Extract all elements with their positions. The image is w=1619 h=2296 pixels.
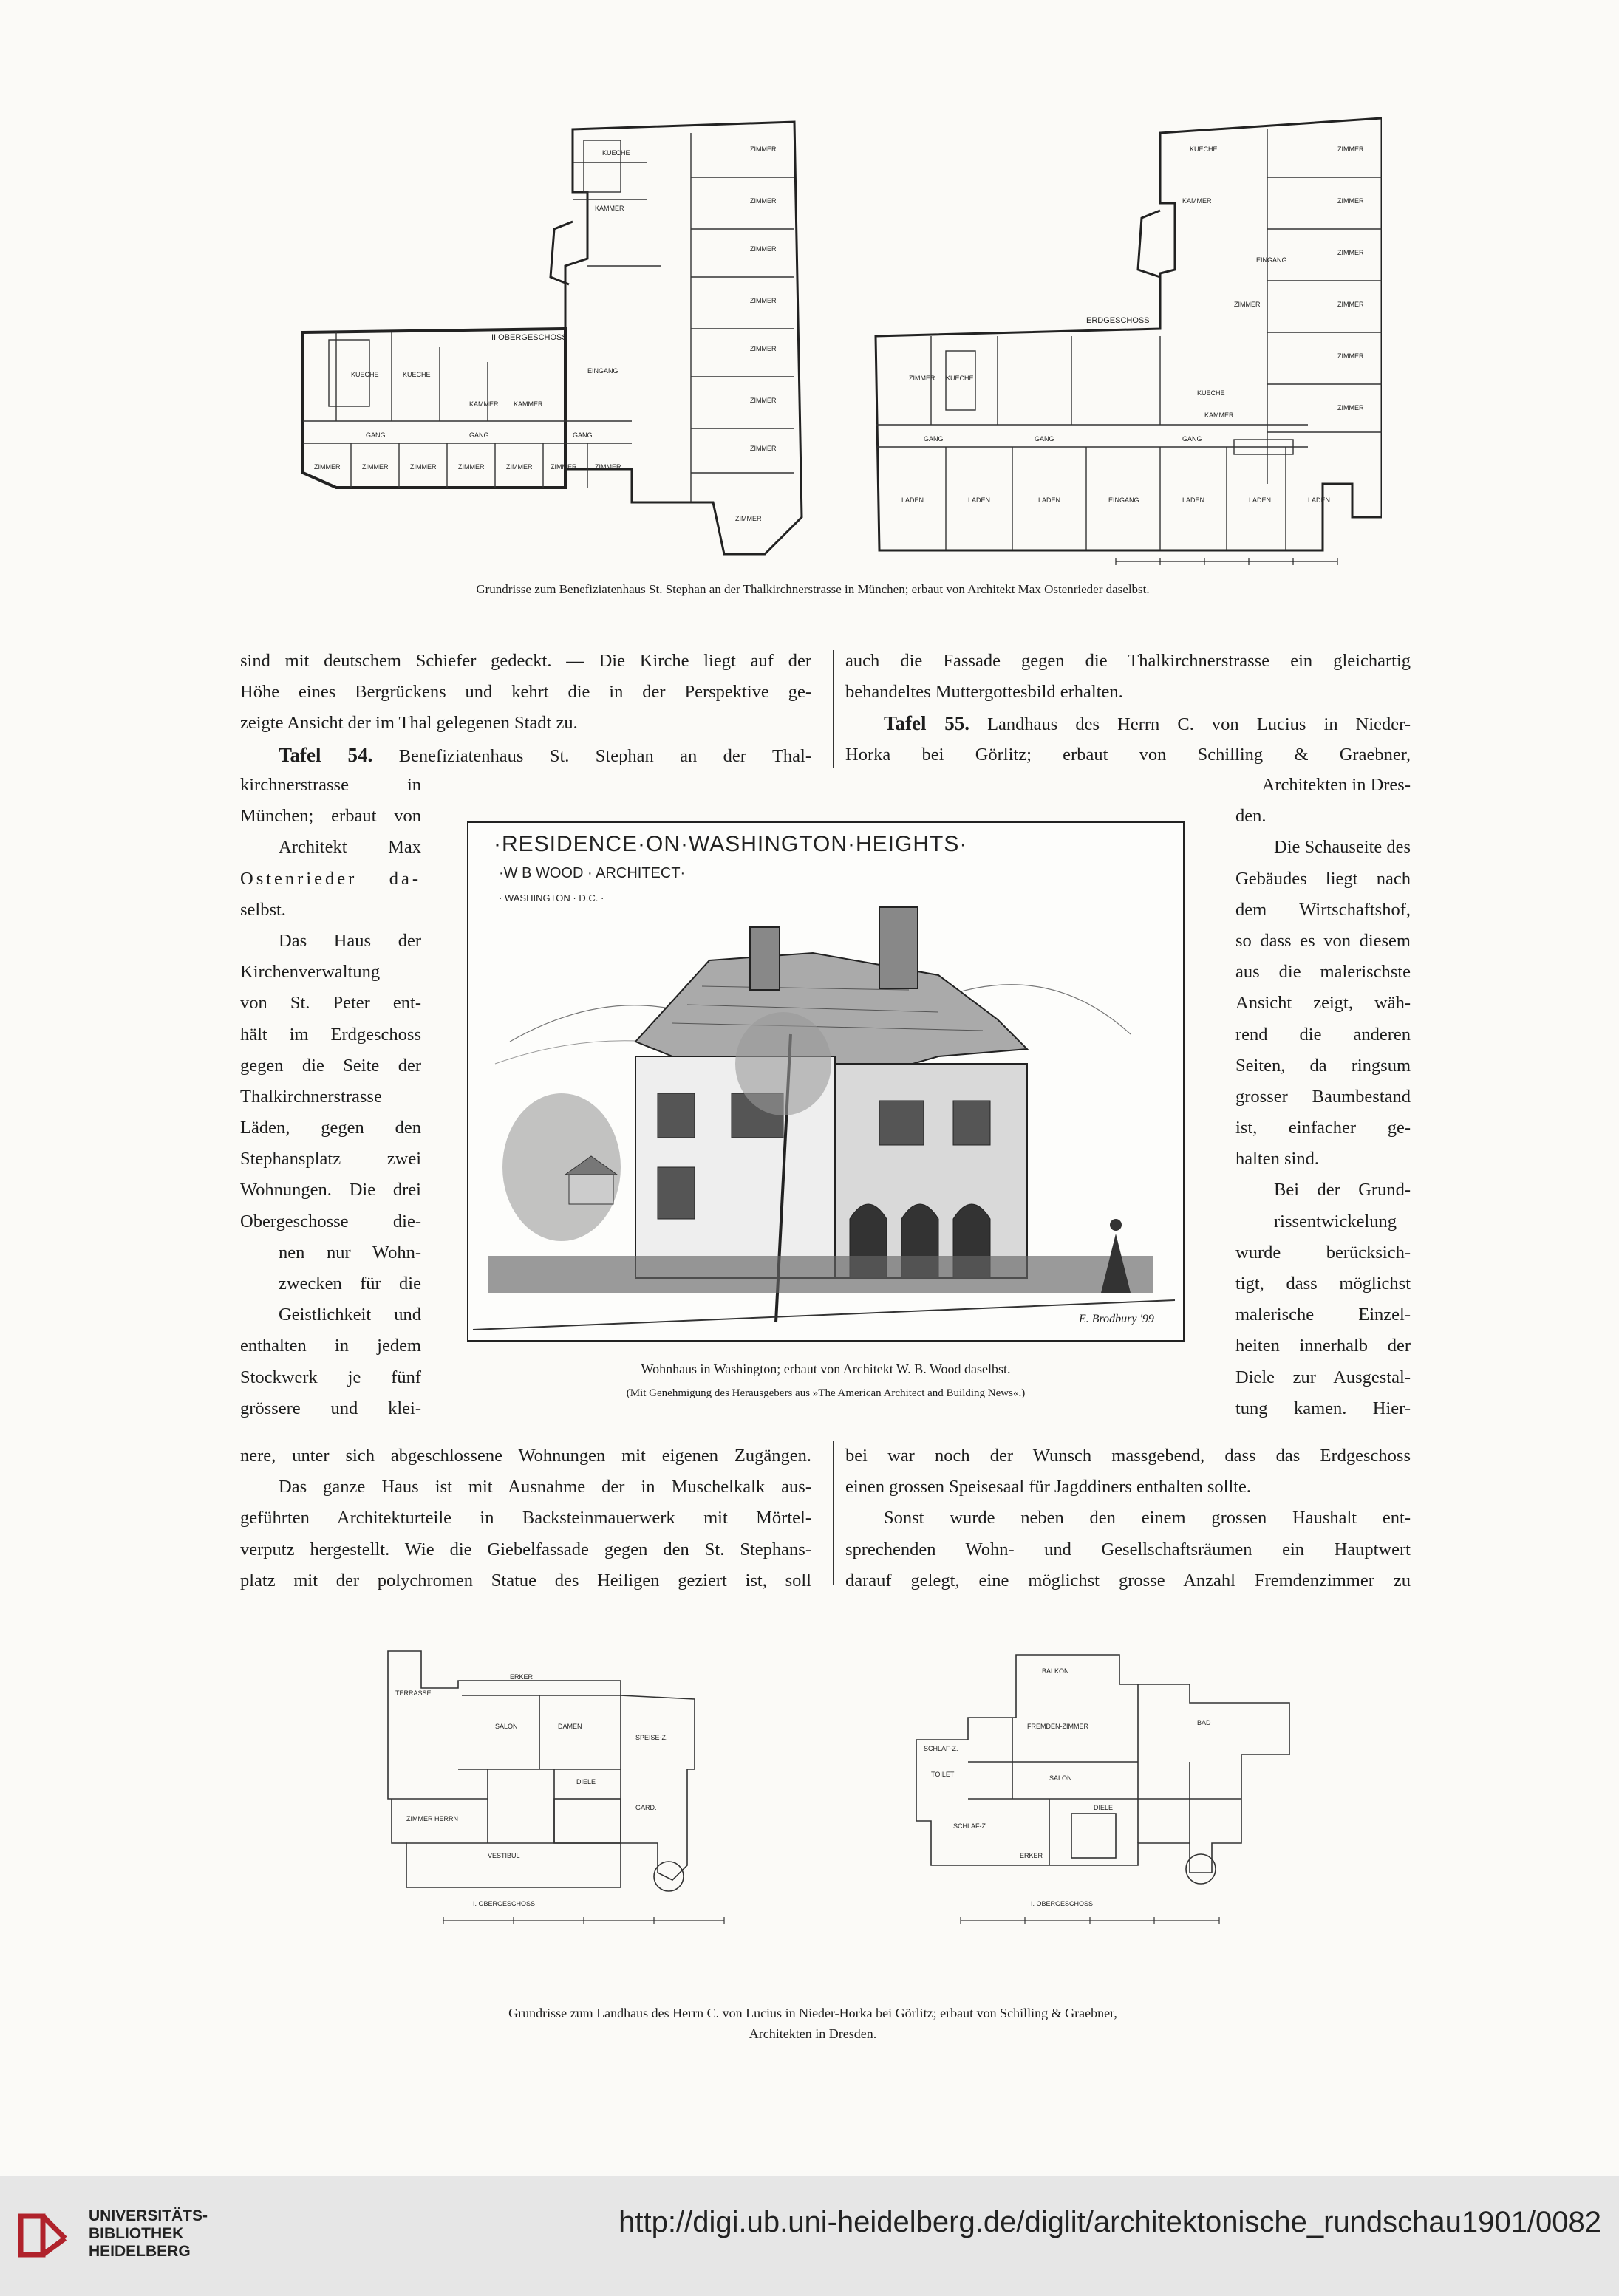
bottom-plans-caption-line1: Grundrisse zum Landhaus des Herrn C. von Lucius in Nieder-Horka bei Görlitz; erbaut von Schilling & Graebner, — [508, 2006, 1117, 2020]
svg-text:LADEN: LADEN — [1182, 496, 1205, 504]
svg-text:FREMDEN-ZIMMER: FREMDEN-ZIMMER — [1027, 1723, 1088, 1730]
svg-text:ZIMMER: ZIMMER — [750, 445, 777, 452]
floor-plan-left-bottom — [377, 1629, 761, 1939]
svg-text:ERKER: ERKER — [1020, 1852, 1043, 1859]
illustration-caption: Wohnhaus in Washington; erbaut von Architekt W. B. Wood daselbst. — [641, 1361, 1011, 1376]
svg-text:GANG: GANG — [924, 435, 944, 443]
top-plans-caption: Grundrisse zum Benefiziatenhaus St. Stephan an der Thalkirchnerstrasse in München; erbaut von Architekt Max Ostenrieder daselbst. — [476, 582, 1150, 596]
floor-plan-left-top — [292, 118, 809, 576]
svg-text:ERKER: ERKER — [510, 1673, 534, 1681]
svg-text:ZIMMER HERRN: ZIMMER HERRN — [406, 1815, 458, 1822]
svg-text:ZIMMER: ZIMMER — [1337, 249, 1364, 256]
svg-text:VESTIBUL: VESTIBUL — [488, 1852, 520, 1859]
svg-text:BALKON: BALKON — [1042, 1667, 1069, 1675]
svg-text:SCHLAF-Z.: SCHLAF-Z. — [924, 1745, 958, 1752]
bottom-plans-caption-line2: Architekten in Dresden. — [749, 2026, 877, 2041]
illustration-place: · WASHINGTON · D.C. · — [499, 892, 604, 903]
text-column-right-bottom: bei war noch der Wunsch massgebend, dass das Erdgeschoss einen grossen Speisesaal für Jagddiners enthalten sollte. Sonst wurde neben den einem grossen Haushalt ent- sprechenden Wohn- und Gesellschaftsräumen ein Hauptwert darauf gelegt, eine möglichst grosse Anzahl Fremdenzimmer zu — [845, 1446, 1411, 1591]
svg-text:DIELE: DIELE — [576, 1778, 596, 1786]
svg-text:KUECHE: KUECHE — [602, 149, 630, 157]
svg-text:KAMMER: KAMMER — [1182, 197, 1212, 205]
svg-text:EINGANG: EINGANG — [587, 367, 618, 375]
svg-text:ZIMMER: ZIMMER — [595, 463, 621, 471]
svg-text:KUECHE: KUECHE — [946, 375, 974, 382]
svg-text:ZIMMER: ZIMMER — [1234, 301, 1261, 308]
svg-text:ZIMMER: ZIMMER — [750, 397, 777, 404]
svg-text:KAMMER: KAMMER — [469, 400, 499, 408]
svg-text:KAMMER: KAMMER — [514, 400, 543, 408]
text-column-left-bottom: nere, unter sich abgeschlossene Wohnungen mit eigenen Zugängen. Das ganze Haus ist mit Ausnahme der in Muschelkalk aus- geführten Architekturteile in Backsteinmauerwerk mit Mörtel- verputz hergestellt. Wie die Giebelfassade gegen den St. Stephans- platz mit der polychromen Statue des Heiligen geziert ist, soll — [240, 1446, 811, 1591]
svg-text:GARD.: GARD. — [635, 1804, 657, 1811]
source-url-link[interactable]: http://digi.ub.uni-heidelberg.de/diglit/architektonische_rundschau1901/0082 — [618, 2206, 1601, 2238]
house-illustration — [466, 820, 1186, 1345]
text-column-right-top: auch die Fassade gegen die Thalkirchnerstrasse ein gleichartig behandeltes Muttergottesbild erhalten. Tafel 55. Landhaus des Herrn C. von Lucius in Nieder- Horka bei Görlitz; erbaut von Schilling & Graebner, — [845, 651, 1411, 765]
svg-text:TOILET: TOILET — [931, 1771, 955, 1778]
text-column-left-top: sind mit deutschem Schiefer gedeckt. — Die Kirche liegt auf der Höhe eines Bergrückens und kehrt die in der Perspektive ge- zeigte Ansicht der im Thal gelegenen Stadt zu. Tafel 54. Benefiziatenhaus St. Stephan an der Thal- — [240, 651, 811, 766]
column-divider — [833, 650, 834, 768]
illustration-title: ·RESIDENCE·ON·WASHINGTON·HEIGHTS· — [494, 832, 968, 856]
svg-text:KUECHE: KUECHE — [1197, 389, 1225, 397]
svg-text:ZIMMER: ZIMMER — [1337, 197, 1364, 205]
svg-text:TERRASSE: TERRASSE — [395, 1689, 432, 1697]
svg-text:BAD: BAD — [1197, 1719, 1211, 1726]
svg-text:GANG: GANG — [1035, 435, 1054, 443]
svg-text:ZIMMER: ZIMMER — [410, 463, 437, 471]
svg-text:ZIMMER: ZIMMER — [1337, 352, 1364, 360]
svg-text:ZIMMER: ZIMMER — [1337, 146, 1364, 153]
illustration-signature: E. Brodbury '99 — [1079, 1313, 1154, 1325]
svg-text:ZIMMER: ZIMMER — [750, 245, 777, 253]
tafel-54-label: Tafel 54. — [279, 743, 373, 766]
svg-text:EINGANG: EINGANG — [1108, 496, 1139, 504]
svg-text:ZIMMER: ZIMMER — [506, 463, 533, 471]
svg-text:KUECHE: KUECHE — [1190, 146, 1218, 153]
svg-text:GANG: GANG — [1182, 435, 1202, 443]
svg-text:GANG: GANG — [469, 431, 489, 439]
svg-text:EINGANG: EINGANG — [1256, 256, 1287, 264]
svg-text:ZIMMER: ZIMMER — [909, 375, 935, 382]
floor-plan-right-top — [865, 115, 1382, 576]
svg-text:ZIMMER: ZIMMER — [735, 515, 762, 522]
svg-text:ZIMMER: ZIMMER — [750, 197, 777, 205]
svg-text:DAMEN: DAMEN — [558, 1723, 582, 1730]
svg-text:ZIMMER: ZIMMER — [750, 345, 777, 352]
svg-text:ZIMMER: ZIMMER — [458, 463, 485, 471]
library-name: UNIVERSITÄTS- BIBLIOTHEK HEIDELBERG — [89, 2207, 208, 2260]
svg-text:ZIMMER: ZIMMER — [1337, 301, 1364, 308]
illustration-subcaption: (Mit Genehmigung des Herausgebers aus »The American Architect and Building News«.) — [626, 1387, 1026, 1399]
narrow-text-right: Architekten in Dres- den. Die Schauseite des Gebäudes liegt nach dem Wirtschaftshof, so dass es von diesem aus die malerischste Ansicht zeigt, wäh- rend die anderen Seiten, da ringsum grosser Baumbestand ist, einfacher ge- halten sind. Bei der Grund- rissentwickelung wurde berücksich- tigt, dass möglichst malerische Einzel- heiten innerhalb der Diele zur Ausgestal- tung kamen. Hier- — [1235, 775, 1411, 1418]
room-label: ZIMMER — [750, 146, 777, 153]
svg-text:SALON: SALON — [1049, 1774, 1072, 1782]
svg-text:SCHLAF-Z.: SCHLAF-Z. — [953, 1822, 988, 1830]
svg-text:KAMMER: KAMMER — [595, 205, 624, 212]
plan-floor-label: ERDGESCHOSS — [1086, 316, 1150, 325]
plan-floor-label: I. OBERGESCHOSS — [1031, 1900, 1094, 1907]
svg-text:LADEN: LADEN — [1249, 496, 1272, 504]
narrow-text-left: kirchnerstrasse in München; erbaut von Architekt Max Ostenrieder da- selbst. Das Haus der Kirchenverwaltung von St. Peter ent- hält im Erdgeschoss gegen die Seite der Thalkirchnerstrasse Läden, gegen den Stephansplatz zwei Wohnungen. Die drei Obergeschosse die- nen nur Wohn- zwecken für die Geistlichkeit und enthalten in jedem Stockwerk je fünf grössere und klei- — [240, 775, 421, 1418]
plan-floor-label: I. OBERGESCHOSS — [473, 1900, 536, 1907]
tafel-55-label: Tafel 55. — [884, 712, 969, 735]
svg-text:LADEN: LADEN — [1308, 496, 1331, 504]
svg-text:KUECHE: KUECHE — [403, 371, 431, 378]
svg-text:ZIMMER: ZIMMER — [750, 297, 777, 304]
svg-text:KUECHE: KUECHE — [351, 371, 379, 378]
svg-text:SPEISE-Z.: SPEISE-Z. — [635, 1734, 668, 1741]
footer-bar — [0, 2176, 1619, 2296]
svg-text:KAMMER: KAMMER — [1204, 411, 1234, 419]
svg-text:ZIMMER: ZIMMER — [314, 463, 341, 471]
svg-text:LADEN: LADEN — [968, 496, 991, 504]
svg-text:GANG: GANG — [573, 431, 593, 439]
svg-text:ZIMMER: ZIMMER — [551, 463, 577, 471]
svg-text:LADEN: LADEN — [1038, 496, 1061, 504]
illustration-architect: ·W B WOOD · ARCHITECT· — [499, 865, 686, 881]
svg-text:ZIMMER: ZIMMER — [1337, 404, 1364, 411]
column-divider-bottom — [833, 1441, 834, 1585]
svg-text:LADEN: LADEN — [901, 496, 924, 504]
svg-text:GANG: GANG — [366, 431, 386, 439]
svg-text:ZIMMER: ZIMMER — [362, 463, 389, 471]
library-logo-icon — [18, 2206, 77, 2269]
plan-floor-label: II OBERGESCHOSS — [491, 333, 567, 342]
svg-text:DIELE: DIELE — [1094, 1804, 1114, 1811]
svg-text:SALON: SALON — [495, 1723, 518, 1730]
floor-plan-right-bottom — [901, 1644, 1301, 1939]
